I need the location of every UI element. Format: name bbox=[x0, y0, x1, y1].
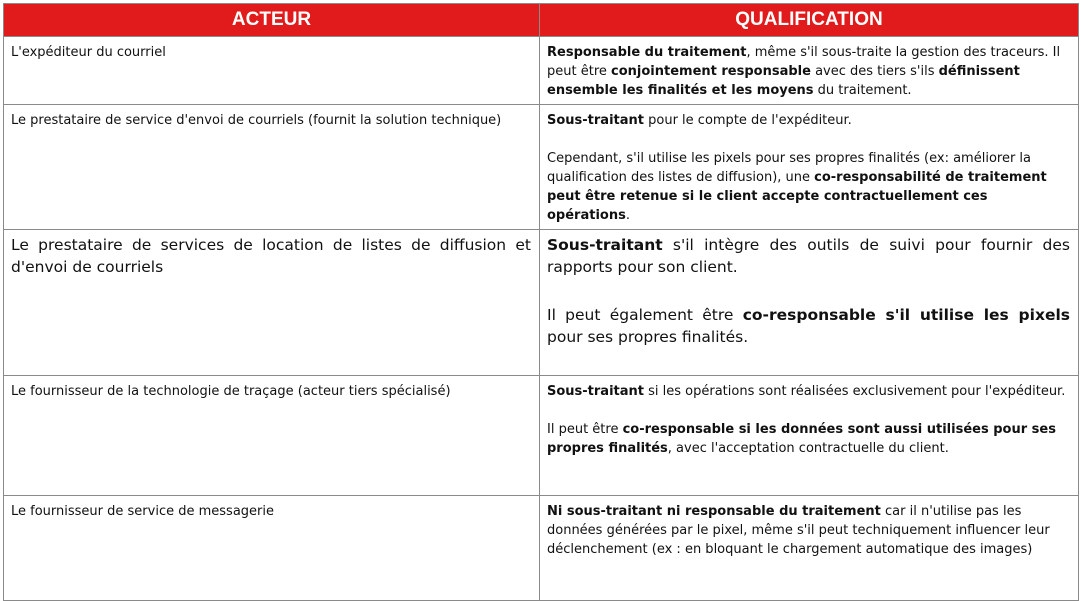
bold-text: co-responsabilité de traitement peut être retenue si le client accepte contractuellement ces opérations bbox=[547, 170, 1047, 223]
text: pour le compte de l'expéditeur. bbox=[644, 113, 852, 128]
actor-cell: L'expéditeur du courriel bbox=[4, 37, 540, 105]
bold-text: co-responsable si les données sont aussi utilisées pour ses propres finalités bbox=[547, 422, 1056, 456]
actor-cell: Le fournisseur de service de messagerie bbox=[4, 496, 540, 601]
actor-cell: Le prestataire de service d'envoi de courriels (fournit la solution technique) bbox=[4, 105, 540, 230]
actor-cell: Le fournisseur de la technologie de traçage (acteur tiers spécialisé) bbox=[4, 376, 540, 496]
qualification-cell bbox=[540, 105, 1079, 230]
qualification-cell bbox=[540, 37, 1079, 105]
qualification-paragraph bbox=[547, 420, 1070, 458]
table-row bbox=[4, 230, 1079, 376]
qualification-paragraph bbox=[547, 43, 1070, 100]
text: avec des tiers s'ils bbox=[810, 64, 939, 79]
bold-text: Sous-traitant bbox=[547, 113, 644, 128]
qualification-paragraph bbox=[547, 111, 1070, 130]
qualification-cell bbox=[540, 230, 1079, 376]
actor-cell: Le prestataire de services de location de listes de diffusion et d'envoi de courriels bbox=[4, 230, 540, 376]
bold-text: Responsable du traitement bbox=[547, 45, 747, 60]
table-row bbox=[4, 105, 1079, 230]
qualification-paragraph bbox=[547, 382, 1070, 401]
table-row bbox=[4, 37, 1079, 105]
header-actor: ACTEUR bbox=[4, 4, 540, 37]
text: Cependant, s'il utilise les pixels pour ses propres finalités (ex: améliorer la qualification des listes de diffusion), une bbox=[547, 151, 1032, 185]
table-row bbox=[4, 496, 1079, 601]
bold-text: définissent ensemble les finalités et les moyens bbox=[547, 64, 1020, 98]
qualification-paragraph bbox=[547, 502, 1070, 559]
text: du traitement. bbox=[813, 83, 912, 98]
qualification-paragraph bbox=[547, 149, 1070, 225]
bold-text: Sous-traitant bbox=[547, 384, 644, 399]
bold-text: conjointement responsable bbox=[611, 64, 811, 79]
text: car il n'utilise pas les données générées par le pixel, même s'il peut techniquement influencer leur déclenchement (ex : en bloquant le chargement automatique des images) bbox=[547, 504, 1050, 557]
text: , avec l'acceptation contractuelle du client. bbox=[667, 441, 949, 456]
qualification-cell bbox=[540, 376, 1079, 496]
bold-text: co-responsable s'il utilise les pixels bbox=[742, 306, 1070, 324]
bold-text: Sous-traitant bbox=[547, 236, 663, 254]
text: , même s'il sous-traite la gestion des traceurs. Il peut être bbox=[547, 45, 1061, 79]
qualification-paragraph bbox=[547, 304, 1070, 348]
text: s'il intègre des outils de suivi pour fournir des rapports pour son client. bbox=[547, 236, 1070, 276]
qualification-cell bbox=[540, 496, 1079, 601]
bold-text: Ni sous-traitant ni responsable du traitement bbox=[547, 504, 881, 519]
text: pour ses propres finalités. bbox=[547, 328, 749, 346]
text: si les opérations sont réalisées exclusivement pour l'expéditeur. bbox=[644, 384, 1066, 399]
text: Il peut également être bbox=[547, 306, 743, 324]
text: Il peut être bbox=[547, 422, 623, 437]
qualification-paragraph bbox=[547, 234, 1070, 278]
table-row bbox=[4, 376, 1079, 496]
header-row bbox=[4, 4, 1079, 37]
header-qualification: QUALIFICATION bbox=[540, 4, 1079, 37]
text: . bbox=[625, 208, 630, 223]
actor-qualification-table bbox=[3, 3, 1079, 601]
